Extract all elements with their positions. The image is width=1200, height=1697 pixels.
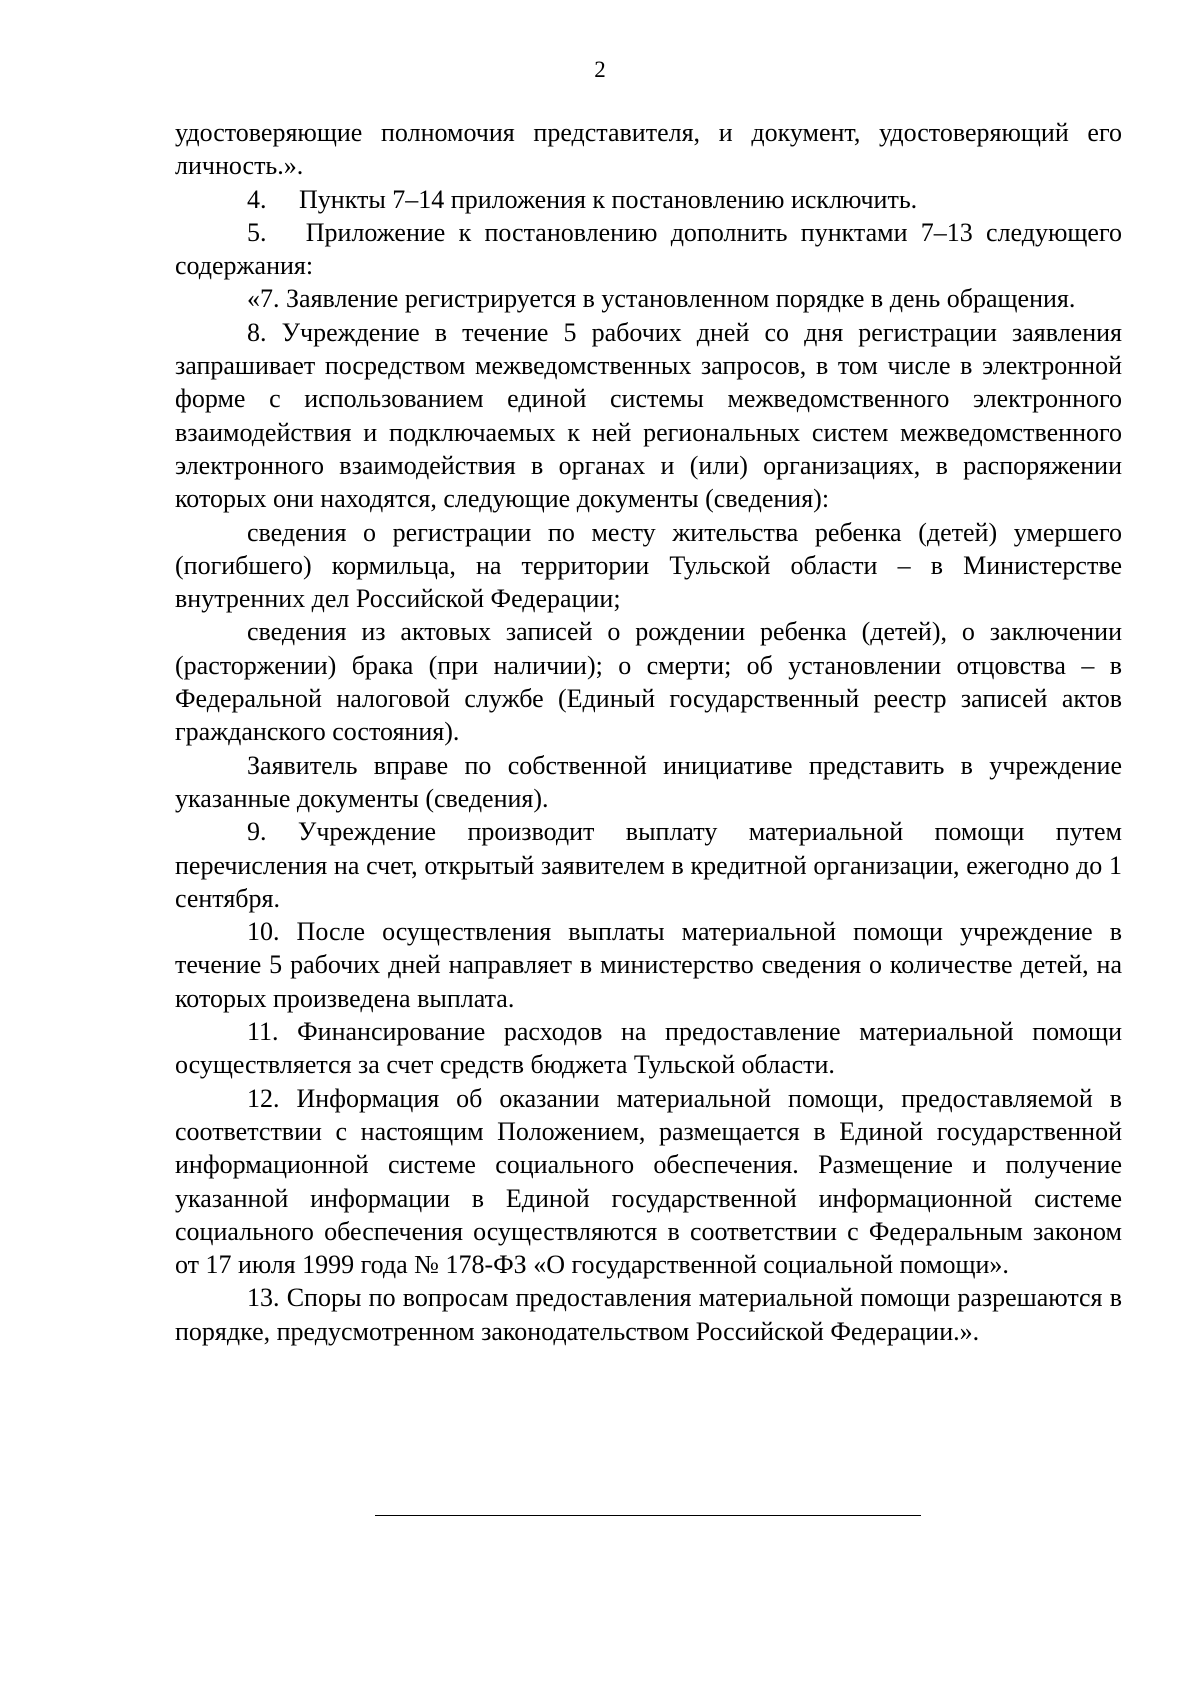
paragraph-item-5: 5. Приложение к постановлению дополнить пунктами 7–13 следующего содержания: — [175, 217, 1122, 281]
paragraph-point-11: 11. Финансирование расходов на предоставление материальной помощи осуществляется за счет средств бюджета Тульской области. — [175, 1017, 1122, 1080]
paragraph-point-10: 10. После осуществления выплаты материальной помощи учреждение в течение 5 рабочих дней направляет в министерство сведения о количестве детей, на которых произведена выплата. — [175, 917, 1122, 1013]
paragraph-continuation: удостоверяющие полномочия представителя, и документ, удостоверяющий его личность.». — [175, 118, 1122, 181]
paragraph-civil-records-info: сведения из актовых записей о рождении ребенка (детей), о заключении (расторжении) брака (при наличии); о смерти; об установлении отцовства – в Федеральной налоговой службе (Единый государственный реестр записей актов гражданского состояния). — [175, 617, 1122, 747]
document-body — [175, 116, 1122, 1348]
paragraph-point-7: «7. Заявление регистрируется в установленном порядке в день обращения. — [247, 284, 1076, 314]
paragraph-registration-info: сведения о регистрации по месту жительства ребенка (детей) умершего (погибшего) кормильца, на территории Тульской области – в Министерстве внутренних дел Российской Федерации; — [175, 517, 1122, 614]
paragraph-item-4: 4. Пункты 7–14 приложения к постановлению исключить. — [247, 184, 918, 214]
paragraph-point-8: 8. Учреждение в течение 5 рабочих дней со дня регистрации заявления запрашивает посредством межведомственных запросов, в том числе в электронной форме с использованием единой системы межведомственного электронного взаимодействия и подключаемых к ней региональных систем межведомственного электронного взаимодействия в органах и (или) организациях, в распоряжении которых они находятся, следующие документы (сведения): — [175, 317, 1122, 514]
page-number: 2 — [594, 57, 606, 82]
paragraph-applicant-right: Заявитель вправе по собственной инициативе представить в учреждение указанные документы (сведения). — [175, 750, 1122, 813]
paragraph-point-13: 13. Споры по вопросам предоставления материальной помощи разрешаются в порядке, предусмотренном законодательством Российской Федерации.». — [175, 1283, 1122, 1346]
end-divider-line — [375, 1515, 921, 1516]
paragraph-point-12: 12. Информация об оказании материальной помощи, предоставляемой в соответствии с настоящим Положением, размещается в Единой государственной информационной системе социального обеспечения. Размещение и получение указанной информации в Единой государственной информационной системе социального обеспечения осуществляются в соответствии с Федеральным законом от 17 июля 1999 года № 178-ФЗ «О государственной социальной помощи». — [175, 1083, 1122, 1280]
paragraph-point-9: 9. Учреждение производит выплату материальной помощи путем перечисления на счет, открытый заявителем в кредитной организации, ежегодно до 1 сентября. — [175, 817, 1122, 913]
